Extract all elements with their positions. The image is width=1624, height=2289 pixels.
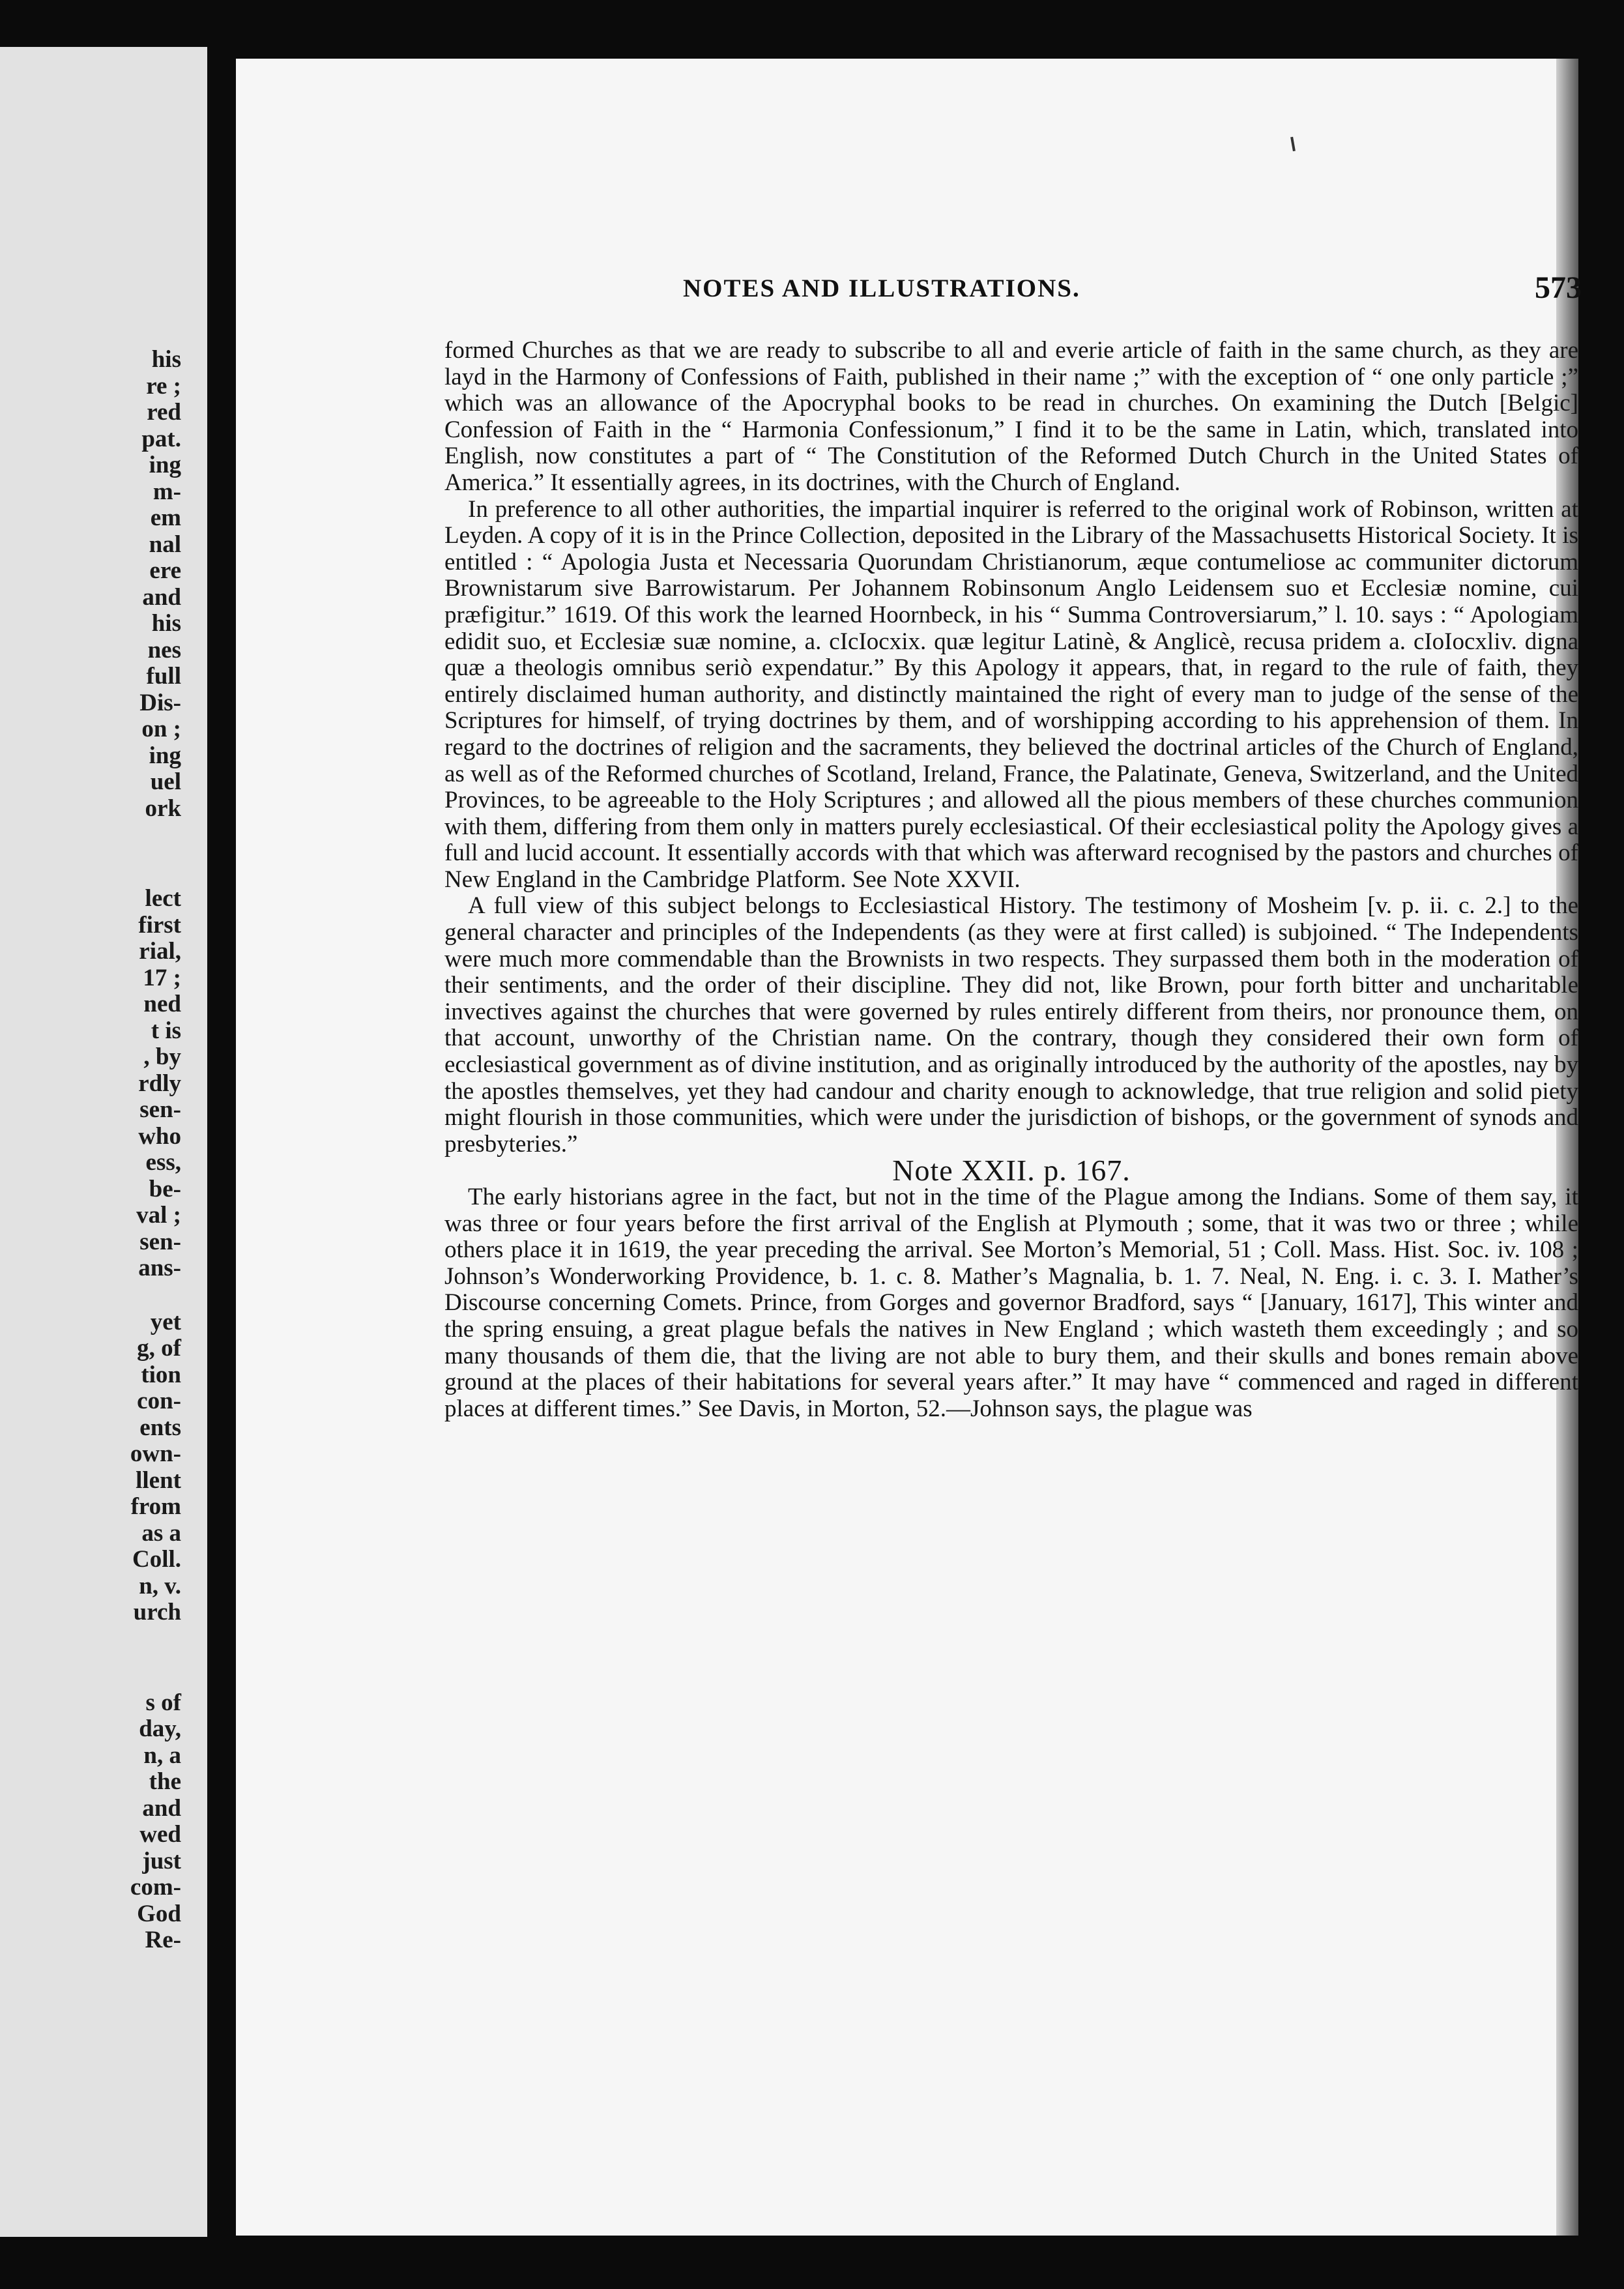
ink-mark [1290,137,1296,151]
facing-page-fragment: yet [150,1308,181,1335]
facing-page-fragment: sen- [139,1228,181,1255]
facing-page-fragment: on ; [141,716,181,742]
facing-page-fragment: llent [136,1466,181,1494]
running-head: NOTES AND ILLUSTRATIONS. [683,274,1080,302]
facing-page-fragment: the [149,1768,181,1795]
facing-page-fragment: first [138,911,181,939]
page-number: 573 [1535,270,1582,305]
facing-page-fragment: n, v. [139,1572,181,1599]
facing-page-fragment: m- [152,478,181,505]
facing-page-fragment: just [142,1847,181,1874]
facing-page-fragment: and [142,1794,181,1822]
facing-page-fragment: ned [143,991,181,1017]
facing-page-fragment: his [151,346,181,373]
facing-page-fragment: day, [139,1715,181,1742]
facing-page-fragment: , by [143,1043,181,1070]
page-body [444,338,1578,1422]
facing-page-fragment: be- [149,1175,181,1203]
paragraph-plague: The early historians agree in the fact, but not in the time of the Plague among the Indians. Some of them say, it was three or four years before the first arrival of the English at Plymouth ; some, that it was two or three ; while others place it in 1619, the year preceding the arrival. See Morton’s Memorial, 51 ; Coll. Mass. Hist. Soc. iv. 108 ; Johnson’s Wonderworking Providence, b. 1. c. 8. Mather’s Magnalia, b. 1. 7. Neal, N. Eng. i. c. 3. I. Mather’s Discourse concerning Comets. Prince, from Gorges and governor Bradford, says “ [January, 1617], This winter and the spring ensuing, a great plague befals the natives in New England ; which wasteth them exceedingly ; and so many thousands of them die, that the living are not able to bury them, and their skulls and bones remain above ground at the places of their habitations for several years after.” It may have “ commenced and raged in different places at different times.” See Davis, in Morton, 52.—Johnson says, the plague was [444,1184,1578,1422]
facing-page-fragment: red [147,399,181,426]
facing-page-text-fragments [5,347,181,1954]
facing-page-fragment: g, of [137,1335,181,1362]
facing-page-fragment: uel [150,768,181,795]
facing-page-fragment: own- [130,1440,181,1467]
facing-page-fragment: com- [130,1874,181,1901]
facing-page-fragment: ing [149,742,181,769]
facing-page-fragment: God [137,1900,181,1927]
page-header [431,270,1582,313]
facing-page-fragment: nes [147,636,181,663]
facing-page-fragment: 17 ; [143,964,181,991]
facing-page-fragment: pat. [141,425,181,452]
facing-page-fragment: ess, [145,1149,181,1176]
paragraph-mosheim-testimony: A full view of this subject belongs to Ecclesiastical History. The testimony of Mosheim [v. p. ii. c. 2.] to the general character and principles of the Independents (as they were at first called) is subjoined. “ The Independents were much more commendable than the Brownists in two respects. They surpassed them both in the moderation of their sentiments, and the order of their discipline. They did not, like Brown, pour forth bitter and uncharitable invectives against the churches that were governed by rules entirely different from theirs, nor pronounce them, on that account, unworthy of the Christian name. On the contrary, though they considered their own form of ecclesiastical government as of divine institution, and as originally introduced by the authority of the apostles, nay by the apostles themselves, yet they had candour and charity enough to acknowledge, that true religion and solid piety might flourish in those communities, which were under the jurisdiction of bishops, or the government of synods and presbyteries.” [444,892,1578,1158]
facing-page-fragment: ork [145,795,181,822]
facing-page-fragment: as a [141,1519,181,1547]
facing-page-fragment: nal [149,531,181,558]
note-heading: Note XXII. p. 167. [892,1154,1131,1188]
facing-page-fragment: and [142,583,181,611]
facing-page-fragment: n, a [143,1742,181,1769]
facing-page-fragment: his [151,610,181,637]
facing-page-fragment: s of [145,1689,181,1716]
paragraph-robinson-apology: In preference to all other authorities, the impartial inquirer is referred to the original work of Robinson, written at Leyden. A copy of it is in the Prince Collection, deposited in the Library of the Massachusetts Historical Society. It is entitled : “ Apologia Justa et Necessaria Quorundam Christianorum, æque contumeliose ac communiter dictorum Brownistarum sive Barrowistarum. Per Johannem Robinsonum Anglo Leidensem suo et Ecclesiæ nomine, cui præfigitur.” 1619. Of this work the learned Hoornbeck, in his “ Summa Controversiarum,” l. 10. says : “ Apologiam edidit suo, et Ecclesiæ suæ nomine, a. cIcIocxix. quæ legitur Latinè, & Anglicè, recusa pridem a. cIoIocxliv. digna quæ a theologis omnibus seriò expendatur.” By this Apology it appears, that, in regard to the rule of faith, they entirely disclaimed human authority, and distinctly maintained the right of every man to judge of the sense of the Scriptures for himself, of trying doctrines by them, and of worshipping according to his apprehension of them. In regard to the doctrines of religion and the sacraments, they believed the doctrinal articles of the Church of England, as well as of the Reformed churches of Scotland, Ireland, France, the Palatinate, Geneva, Switzerland, and the United Provinces, to be agreeable to the Holy Scriptures ; and allowed all the pious members of these churches communion with them, differing from them only in matters purely ecclesiastical. Of their ecclesiastical polity the Apology gives a full and lucid account. It essentially accords with that which was afterward recognised by the pastors and churches of New England in the Cambridge Platform. See Note XXVII. [444,495,1578,893]
facing-page-fragment: rial, [139,938,181,965]
facing-page-fragment: ans- [138,1255,181,1281]
facing-page-fragment: t is [151,1017,181,1044]
facing-page-fragment: tion [141,1361,181,1388]
facing-page-fragment: re ; [146,372,181,400]
facing-page-fragment: sen- [139,1096,181,1123]
paragraph-continued: formed Churches as that we are ready to subscribe to all and everie article of faith in the same church, as they are layd in the Harmony of Confessions of Faith, published in their name ;” with the exception of “ one only particle ;” which was an allowance of the Apocryphal books to be read in churches. On examining the Dutch [Belgic] Confession of Faith in the “ Harmonia Confessionum,” I find it to be the same in Latin, which, translated into English, now constitutes a part of “ The Constitution of the Reformed Dutch Church in the United States of America.” It essentially agrees, in its doctrines, with the Church of England. [444,337,1578,496]
facing-page-fragment: from [130,1493,181,1520]
facing-page-fragment: ents [139,1414,181,1441]
facing-page-fragment: ere [149,557,181,584]
facing-page-fragment: rdly [138,1070,181,1097]
facing-page-fragment: lect [145,885,181,912]
facing-page-fragment: Re- [145,1927,181,1953]
facing-page-fragment: wed [139,1821,181,1848]
facing-page-fragment: urch [133,1599,181,1626]
facing-page-edge [0,47,207,2237]
facing-page-fragment: em [150,504,181,531]
facing-page-fragment: Dis- [139,689,181,716]
facing-page-fragment: who [138,1122,181,1150]
facing-page-fragment: con- [137,1388,181,1414]
facing-page-fragment: val ; [136,1202,181,1229]
facing-page-fragment: Coll. [132,1546,181,1573]
facing-page-fragment: full [146,663,181,690]
book-page [236,59,1582,2236]
facing-page-fragment: ing [149,452,181,478]
